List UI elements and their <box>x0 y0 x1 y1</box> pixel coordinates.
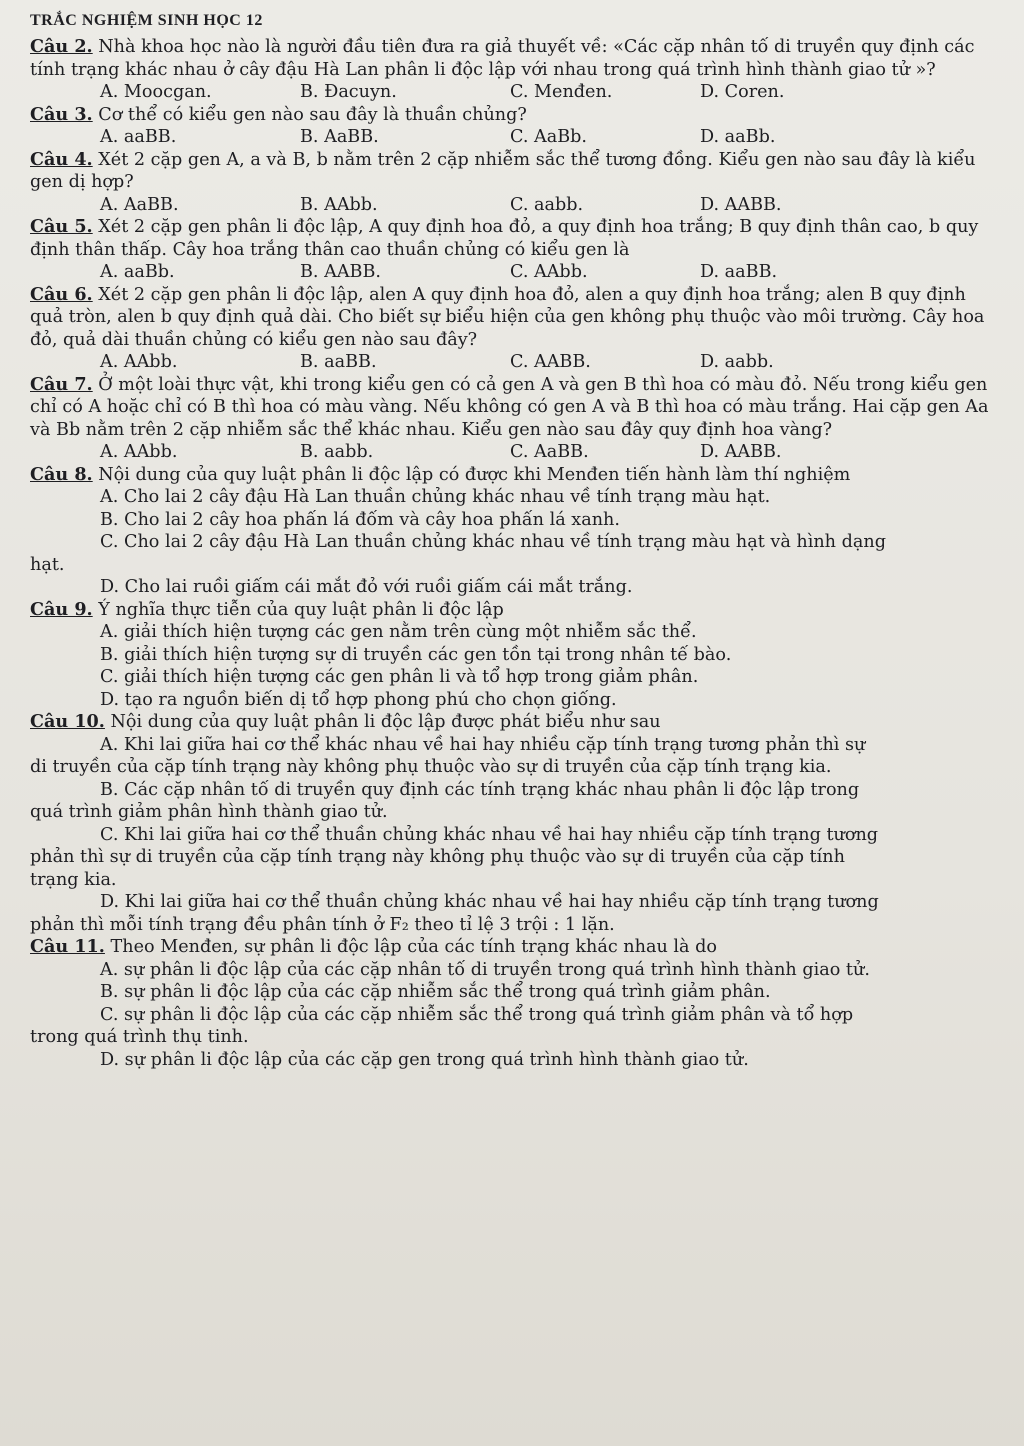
option-c: C. AaBB. <box>510 442 589 462</box>
option-a: A. AAbb. <box>100 352 178 372</box>
option-d: D. Coren. <box>700 82 785 102</box>
question-number: Câu 8. <box>30 463 93 485</box>
option-d: D. Khi lai giữa hai cơ thể thuần chủng khác nhau về hai hay nhiều cặp tính trạng tương <box>100 892 879 912</box>
answer-options <box>30 441 998 464</box>
question-number: Câu 5. <box>30 216 93 237</box>
option-b: B. aabb. <box>300 442 374 462</box>
question-number: Câu 2. <box>30 36 93 57</box>
question-2 <box>30 36 998 104</box>
answer-options <box>30 351 998 374</box>
option-d: D. aabb. <box>700 352 774 372</box>
question-stem: Theo Menđen, sự phân li độc lập của các tính trạng khác nhau là do <box>104 937 717 957</box>
option-a: A. sự phân li độc lập của các cặp nhân tố di truyền trong quá trình hình thành giao tử. <box>100 959 870 980</box>
option-a: A. aaBb. <box>100 262 175 282</box>
option-c: C. AaBb. <box>510 127 587 147</box>
option-c: C. Khi lai giữa hai cơ thể thuần chủng khác nhau về hai hay nhiều cặp tính trạng tương <box>100 824 879 845</box>
question-stem: Nội dung của quy luật phân li độc lập có được khi Menđen tiến hành làm thí nghiệm <box>92 464 851 485</box>
question-9 <box>30 599 998 712</box>
question-number: Câu 7. <box>30 373 93 395</box>
option-d: D. AABB. <box>700 194 782 215</box>
option-d: D. aaBB. <box>700 262 778 282</box>
page-header: TRẮC NGHIỆM SINH HỌC 12 <box>30 12 263 29</box>
question-stem: Xét 2 cặp gen A, a và B, b nằm trên 2 cặp nhiễm sắc thể tương đồng. Kiểu gen nào sau đây là kiểu gen dị hợp? <box>30 149 976 192</box>
option-a: A. AAbb. <box>100 442 178 462</box>
option-c-continued: hạt. <box>30 554 65 575</box>
option-b: B. AABB. <box>300 262 381 282</box>
question-stem: Cơ thể có kiểu gen nào sau đây là thuần chủng? <box>92 104 527 125</box>
option-d: D. AABB. <box>700 442 782 462</box>
question-stem: Nhà khoa học nào là người đầu tiên đưa ra giả thuyết về: «Các cặp nhân tố di truyền quy định các tính trạng khác nhau ở cây đậu Hà Lan phân li độc lập với nhau trong quá trình hình thành giao tử »? <box>30 37 975 80</box>
question-stem: Ở một loài thực vật, khi trong kiểu gen có cả gen A và gen B thì hoa có màu đỏ. Nếu trong kiểu gen chỉ có A hoặc chỉ có B thì hoa có màu vàng. Nếu không có gen A và B thì hoa có màu trắng. Hai cặp gen Aa và Bb nằm trên 2 cặp nhiễm sắc thể khác nhau. Kiểu gen nào sau đây quy định hoa vàng? <box>30 374 989 440</box>
option-c: C. sự phân li độc lập của các cặp nhiễm sắc thể trong quá trình giảm phân và tổ hợp <box>100 1004 854 1025</box>
option-a: A. AaBB. <box>100 194 179 215</box>
answer-options <box>30 81 998 104</box>
question-stem: Xét 2 cặp gen phân li độc lập, alen A quy định hoa đỏ, alen a quy định hoa trắng; alen B quy định quả tròn, alen b quy định quả dài. Cho biết sự biểu hiện của gen không phụ thuộc vào môi trường. Cây hoa đỏ, quả dài thuần chủng có kiểu gen nào sau đây? <box>30 284 985 350</box>
option-a: A. Cho lai 2 cây đậu Hà Lan thuần chủng khác nhau về tính trạng màu hạt. <box>100 487 771 507</box>
option-b: B. AAbb. <box>300 194 378 215</box>
option-a-continued: di truyền của cặp tính trạng này không phụ thuộc vào sự di truyền của cặp tính trạng kia. <box>30 757 832 777</box>
option-d-continued: phản thì mỗi tính trạng đều phân tính ở F₂ theo tỉ lệ 3 trội : 1 lặn. <box>30 914 615 935</box>
question-3 <box>30 104 998 149</box>
option-a: A. giải thích hiện tượng các gen nằm trên cùng một nhiễm sắc thể. <box>100 622 697 642</box>
answer-options <box>30 194 998 217</box>
question-stem: Ý nghĩa thực tiễn của quy luật phân li độc lập <box>92 599 504 620</box>
option-b: B. giải thích hiện tượng sự di truyền các gen tồn tại trong nhân tế bào. <box>100 644 732 665</box>
option-a: A. Khi lai giữa hai cơ thể khác nhau về hai hay nhiều cặp tính trạng tương phản thì sự <box>100 734 866 755</box>
option-b: B. Đacuyn. <box>300 82 397 102</box>
question-number: Câu 4. <box>30 148 93 170</box>
option-c: C. Cho lai 2 cây đậu Hà Lan thuần chủng khác nhau về tính trạng màu hạt và hình dạng <box>100 532 886 552</box>
option-b: B. sự phân li độc lập của các cặp nhiễm sắc thể trong quá trình giảm phân. <box>100 982 771 1002</box>
option-d: D. aaBb. <box>700 127 776 147</box>
option-a: A. aaBB. <box>100 127 177 147</box>
option-b: B. Các cặp nhân tố di truyền quy định các tính trạng khác nhau phân li độc lập trong <box>100 779 860 800</box>
question-11 <box>30 936 998 1071</box>
question-7 <box>30 374 998 464</box>
question-5 <box>30 216 998 284</box>
option-b: B. Cho lai 2 cây hoa phấn lá đốm và cây hoa phấn lá xanh. <box>100 509 620 530</box>
question-number: Câu 3. <box>30 103 93 125</box>
option-d: D. tạo ra nguồn biến dị tổ hợp phong phú cho chọn giống. <box>100 689 617 710</box>
option-d: D. sự phân li độc lập của các cặp gen trong quá trình hình thành giao tử. <box>100 1049 749 1070</box>
answer-options <box>30 261 998 284</box>
option-d: D. Cho lai ruồi giấm cái mắt đỏ với ruồi giấm cái mắt trắng. <box>100 577 633 597</box>
question-10 <box>30 711 998 936</box>
question-number: Câu 6. <box>30 283 93 305</box>
question-8 <box>30 464 998 599</box>
option-b: B. aaBB. <box>300 352 377 372</box>
option-c: C. giải thích hiện tượng các gen phân li và tổ hợp trong giảm phân. <box>100 667 699 687</box>
option-c: C. Menđen. <box>510 82 613 102</box>
option-c: C. AABB. <box>510 352 591 372</box>
option-c-continued: phản thì sự di truyền của cặp tính trạng này không phụ thuộc vào sự di truyền của cặp tính <box>30 847 845 867</box>
option-c-continued-2: trạng kia. <box>30 869 117 890</box>
question-stem: Xét 2 cặp gen phân li độc lập, A quy định hoa đỏ, a quy định hoa trắng; B quy định thân cao, b quy định thân thấp. Cây hoa trắng thân cao thuần chủng có kiểu gen là <box>30 217 979 260</box>
option-b: B. AaBB. <box>300 127 379 147</box>
option-c: C. AAbb. <box>510 262 588 282</box>
option-c: C. aabb. <box>510 194 584 215</box>
option-c-continued: trong quá trình thụ tinh. <box>30 1027 249 1047</box>
option-a: A. Moocgan. <box>100 82 212 102</box>
answer-options <box>30 126 998 149</box>
question-stem: Nội dung của quy luật phân li độc lập được phát biểu như sau <box>104 712 661 732</box>
question-number: Câu 11. <box>30 936 105 957</box>
question-number: Câu 10. <box>30 711 105 732</box>
question-4 <box>30 149 998 217</box>
option-b-continued: quá trình giảm phân hình thành giao tử. <box>30 802 388 822</box>
question-number: Câu 9. <box>30 598 93 620</box>
question-6 <box>30 284 998 374</box>
